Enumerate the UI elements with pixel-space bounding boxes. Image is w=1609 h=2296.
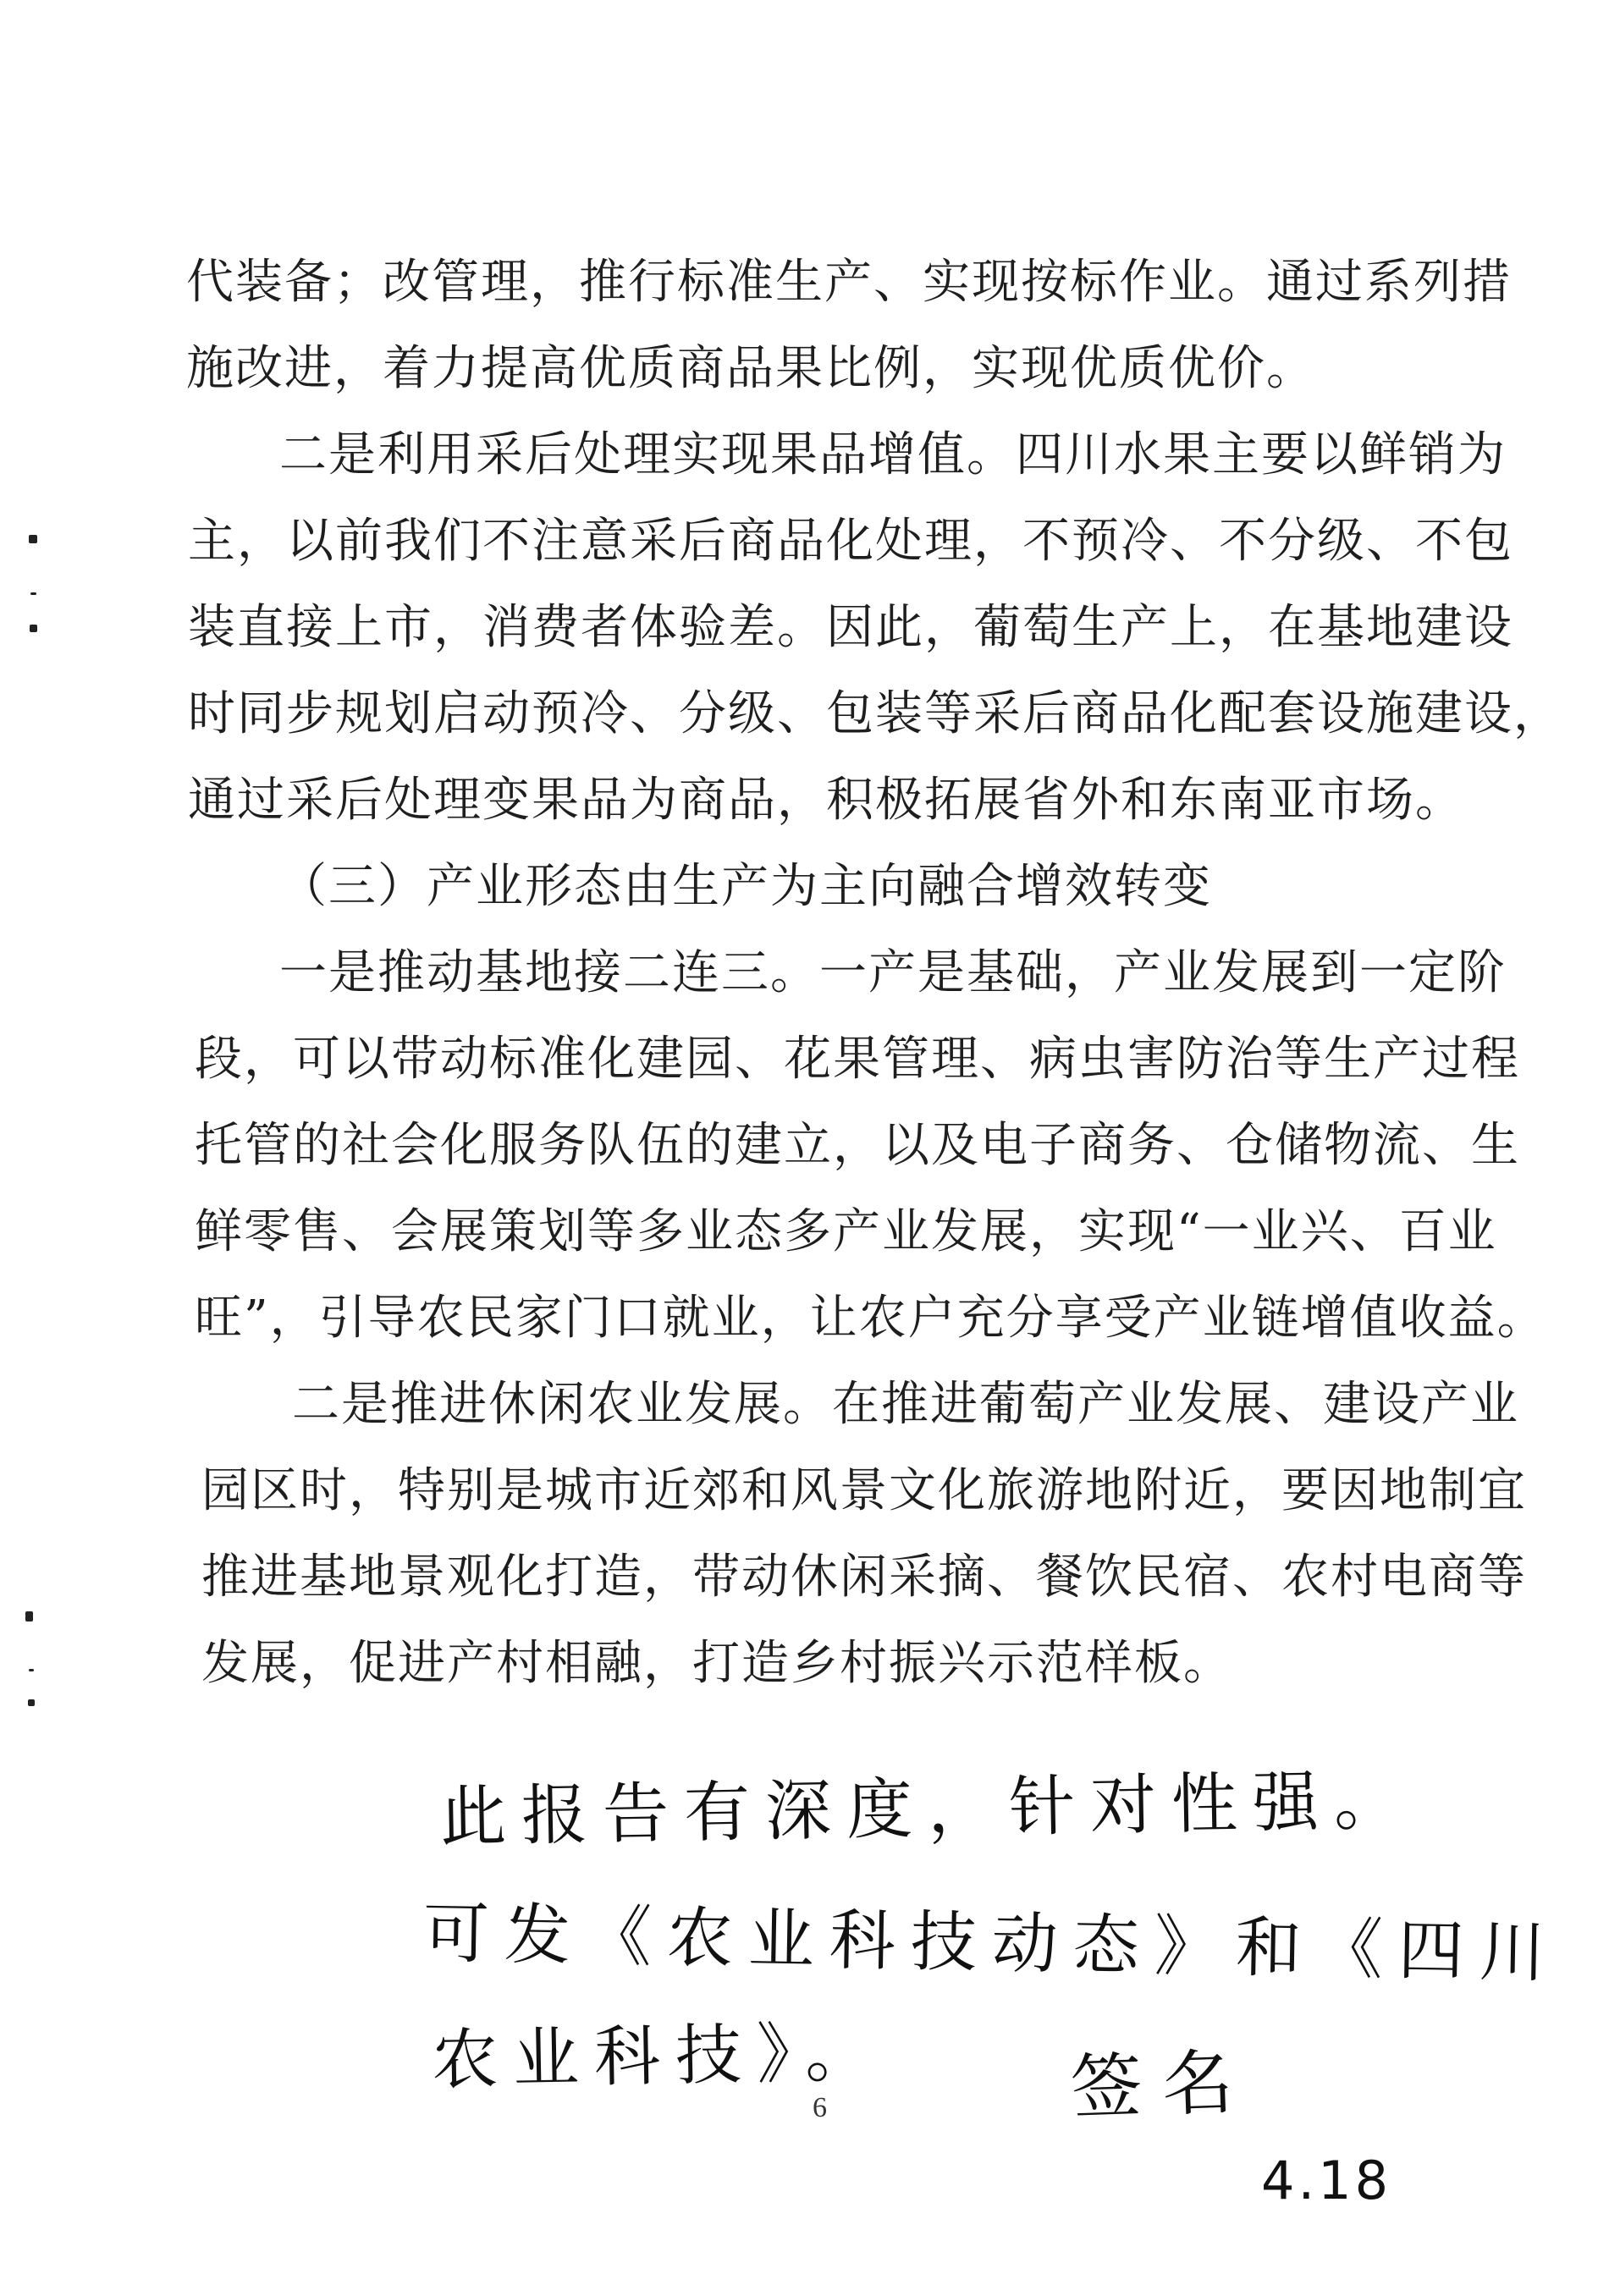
body-line: 旺”，引导农民家门口就业，让农户充分享受产业链增值收益。 (195, 1291, 1546, 1346)
margin-mark (28, 1699, 35, 1706)
margin-mark (30, 625, 37, 632)
body-line: 主，以前我们不注意采后商品化处理，不预冷、不分级、不包 (188, 514, 1513, 569)
margin-mark (30, 592, 36, 595)
page-number: 6 (813, 2092, 827, 2123)
body-line: 装直接上市，消费者体验差。因此，葡萄生产上，在基地建设 (188, 600, 1513, 655)
body-line: 代装备；改管理，推行标准生产、实现按标作业。通过系列措 (186, 255, 1512, 310)
body-line: 时同步规划启动预冷、分级、包装等采后商品化配套设施建设， (188, 686, 1562, 741)
body-line: 段，可以带动标准化建园、花果管理、病虫害防治等生产过程 (195, 1032, 1520, 1087)
body-line: 推进基地景观化打造，带动休闲采摘、餐饮民宿、农村电商等 (201, 1550, 1527, 1605)
handwritten-note-line: 可发《农业科技动态》和《四川 (422, 1896, 1562, 1992)
body-line: 鲜零售、会展策划等多业态多产业发展，实现“一业兴、百业 (195, 1204, 1497, 1259)
body-line: 二是利用采后处理实现果品增值。四川水果主要以鲜销为 (279, 427, 1507, 482)
section-heading: （三）产业形态由生产为主向融合增效转变 (279, 859, 1212, 914)
body-line: 施改进，着力提高优质商品果比例，实现优质优价。 (186, 341, 1315, 396)
margin-mark (25, 1611, 33, 1622)
body-line: 发展，促进产村相融，打造乡村振兴示范样板。 (201, 1636, 1232, 1691)
signature-date: 4.18 (1261, 2150, 1392, 2211)
margin-mark (29, 535, 37, 543)
margin-mark (29, 1669, 34, 1671)
body-line: 托管的社会化服务队伍的建立，以及电子商务、仓储物流、生 (195, 1118, 1520, 1173)
body-line: 一是推动基地接二连三。一产是基础，产业发展到一定阶 (279, 945, 1507, 1000)
body-line: 通过采后处理变果品为商品，积极拓展省外和东南亚市场。 (188, 773, 1464, 828)
handwritten-note-line: 此报告有深度，针对性强。 (439, 1762, 1416, 1856)
body-line: 二是推进休闲农业发展。在推进葡萄产业发展、建设产业 (292, 1377, 1519, 1432)
body-line: 园区时，特别是城市近郊和风景文化旅游地附近，要因地制宜 (201, 1463, 1527, 1518)
signature: 签名 (1069, 2040, 1255, 2129)
handwritten-note-line: 农业科技》。 (431, 2014, 887, 2099)
